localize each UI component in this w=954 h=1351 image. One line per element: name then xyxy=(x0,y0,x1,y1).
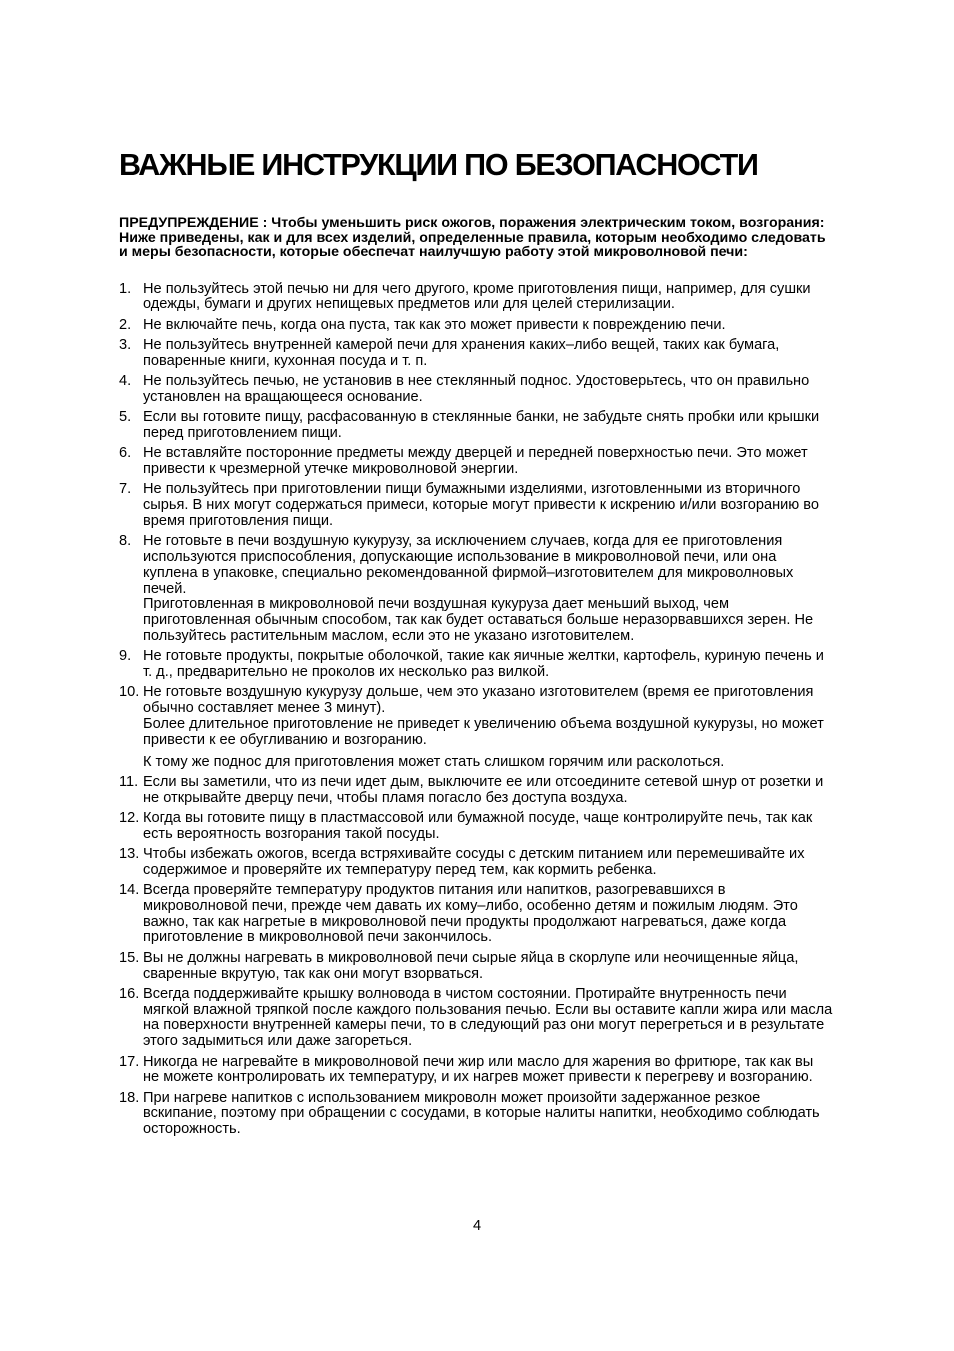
safety-list xyxy=(119,282,833,1139)
list-item xyxy=(119,318,833,334)
list-item-number: 5. xyxy=(119,409,132,426)
list-item-text: Всегда проверяйте температуру продуктов питания или напитков, разогревавшихся в микроволновой печи, прежде чем давать их кому–либо, особенно детям и пожилым людям. Это важно, так как нагретые в микроволновой печи продукты продолжают нагреваться, даже когда приготовление в микроволновой печи закончилось. xyxy=(143,882,798,946)
list-item xyxy=(119,282,833,314)
list-item-number: 8. xyxy=(119,533,132,550)
list-item-number: 11. xyxy=(119,773,139,790)
list-item-text: К тому же поднос для приготовления может стать слишком горячим или расколоться. xyxy=(143,753,725,770)
list-item-text: Не готовьте продукты, покрытые оболочкой, такие как яичные желтки, картофель, куриную печень и т. д., предварительно не проколов их несколько раз вилкой. xyxy=(143,648,824,681)
list-item xyxy=(119,649,833,681)
list-item-text: Приготовленная в микроволновой печи воздушная кукуруза дает меньший выход, чем приготовленная обычным способом, так как будет оставаться больше неразорвавшихся зерен. Не пользуйтесь растительным маслом, если это не указано изготовителем. xyxy=(143,596,814,644)
warning-line-2: Ниже приведены, как и для всех изделий, определенные правила, которым необходимо следовать и меры безопасности, которые обеспечат наилучшую работу этой микроволновой печи: xyxy=(119,229,826,260)
list-item xyxy=(119,482,833,529)
list-item xyxy=(119,1091,833,1138)
list-item-text: При нагреве напитков с использованием микроволн может произойти задержанное резкое вскипание, поэтому при обращении с сосудами, в которые налиты напитки, необходимо соблюдать осторожность. xyxy=(143,1089,820,1138)
list-item-number: 14. xyxy=(119,882,140,899)
list-item-text: Не пользуйтесь внутренней камерой печи для хранения каких–либо вещей, таких как бумага, поваренные книги, кухонная посуда и т. п. xyxy=(143,336,780,369)
document-page xyxy=(119,146,833,1143)
list-item xyxy=(119,374,833,406)
list-item-number: 2. xyxy=(119,316,132,333)
list-item-text: Всегда поддерживайте крышку волновода в чистом состоянии. Протирайте внутренность печи мягкой влажной тряпкой после каждого пользования печью. Если вы оставите капли жира или масла на поверхности внутренней камеры печи, то в следующий раз они могут перегреться и в результате этого задымиться или даже загореться. xyxy=(143,985,833,1050)
list-item-text: Более длительное приготовление не приведет к увеличению объема воздушной кукурузы, но может привести к ее обугливанию и возгоранию. xyxy=(143,715,824,748)
list-item-number: 16. xyxy=(119,985,140,1002)
list-item-text: Чтобы избежать ожогов, всегда встряхивайте сосуды с детским питанием или перемешивайте их содержимое и проверяйте их температуру перед тем, как кормить ребенка. xyxy=(143,846,805,878)
list-item-text: Не готовьте воздушную кукурузу дольше, чем это указано изготовителем (время ее приготовления обычно составляет менее 3 минут). xyxy=(143,684,814,717)
list-item xyxy=(119,811,833,843)
list-item-number: 17. xyxy=(119,1053,140,1070)
list-item-text: Не пользуйтесь печью, не установив в нее стеклянный поднос. Удостоверьтесь, что он правильно установлен на вращающееся основание. xyxy=(143,372,810,405)
list-item-number: 15. xyxy=(119,949,140,966)
list-item xyxy=(119,685,833,770)
list-item-text: Не включайте печь, когда она пуста, так как это может привести к повреждению печи. xyxy=(143,316,726,333)
list-item-number: 9. xyxy=(119,648,132,665)
warning-block xyxy=(119,216,833,260)
list-item xyxy=(119,847,833,879)
list-item-number: 4. xyxy=(119,372,132,389)
list-item xyxy=(119,446,833,478)
list-item xyxy=(119,883,833,946)
list-item-text: Не вставляйте посторонние предметы между дверцей и передней поверхностью печи. Это может привести к чрезмерной утечке микроволновой энергии. xyxy=(143,445,808,477)
list-item-number: 1. xyxy=(119,280,132,297)
list-item xyxy=(119,775,833,807)
list-item-text: Не готовьте в печи воздушную кукурузу, за исключением случаев, когда для ее приготовления используются приспособления, допускающие использование в микроволновой печи, или она куплена в упаковке, специально рекомендованной фирмой–изготовителем для микроволновых печей. xyxy=(143,533,794,597)
list-item xyxy=(119,1055,833,1087)
list-item xyxy=(119,987,833,1050)
list-item-text: Не пользуйтесь этой печью ни для чего другого, кроме приготовления пищи, например, для сушки одежды, бумаги и других непищевых предметов или для целей стерилизации. xyxy=(143,280,811,313)
list-item xyxy=(119,410,833,442)
warning-line-1: ПРЕДУПРЕЖДЕНИЕ : Чтобы уменьшить риск ожогов, поражения электрическим током, возгорания: xyxy=(119,215,825,231)
list-item-text: Если вы готовите пищу, расфасованную в стеклянные банки, не забудьте снять пробки или крышки перед приготовлением пищи. xyxy=(143,409,820,441)
list-item-text: Вы не должны нагревать в микроволновой печи сырые яйца в скорлупе или неочищенные яйца, сваренные вкрутую, так как они могут взорваться. xyxy=(143,949,799,982)
list-item-number: 13. xyxy=(119,846,140,862)
list-item-number: 10. xyxy=(119,684,140,701)
list-item xyxy=(119,534,833,645)
list-item-number: 18. xyxy=(119,1089,140,1106)
page-number: 4 xyxy=(472,1218,482,1234)
page-title: ВАЖНЫЕ ИНСТРУКЦИИ ПО БЕЗОПАСНОСТИ xyxy=(119,148,758,182)
list-item-number: 12. xyxy=(119,809,140,826)
list-item-number: 7. xyxy=(119,481,132,498)
list-item xyxy=(119,338,833,370)
list-item xyxy=(119,951,833,983)
list-item-number: 3. xyxy=(119,336,132,353)
list-item-text: Не пользуйтесь при приготовлении пищи бумажными изделиями, изготовленными из вторичного сырья. В них могут содержаться примеси, которые могут привести к искрению и/или возгоранию во время приготовления пищи. xyxy=(143,481,819,529)
list-item-text: Никогда не нагревайте в микроволновой печи жир или масло для жарения во фритюре, так как вы не можете контролировать их температуру, и их нагрев может привести к перегреву и возгоранию. xyxy=(143,1053,814,1086)
list-item-text: Когда вы готовите пищу в пластмассовой или бумажной посуде, чаще контролируйте печь, так как есть вероятность возгорания такой посуды. xyxy=(143,809,813,842)
list-item-number: 6. xyxy=(119,445,132,462)
list-item-text: Если вы заметили, что из печи идет дым, выключите ее или отсоедините сетевой шнур от розетки и не открывайте дверцу печи, чтобы пламя погасло без доступа воздуха. xyxy=(143,773,824,806)
